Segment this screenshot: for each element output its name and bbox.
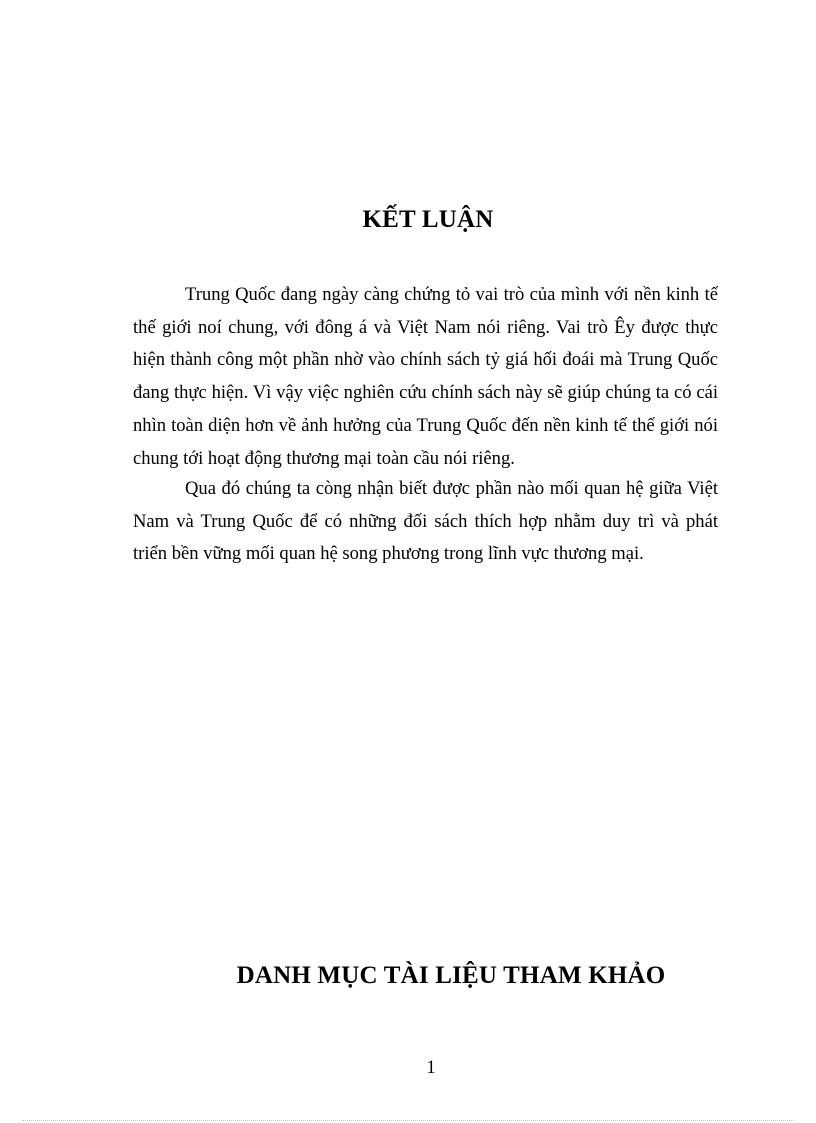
page-bottom-divider xyxy=(22,1120,794,1121)
paragraph-1: Trung Quốc đang ngày càng chứng tỏ vai trò của mình với nền kinh tế thế giới noí chung, với đông á và Việt Nam nói riêng. Vai trò Êy được thực hiện thành công một phần nhờ vào chính sách tỷ giá hối đoái mà Trung Quốc đang thực hiện. Vì vậy việc nghiên cứu chính sách này sẽ giúp chúng ta có cái nhìn toàn diện hơn về ảnh hưởng của Trung Quốc đến nền kinh tế thế giới nói chung tới hoạt động thương mại toàn cầu nói riêng. xyxy=(133,284,718,469)
paragraph-2: Qua đó chúng ta còng nhận biết được phần nào mối quan hệ giữa Việt Nam và Trung Quốc để có những đối sách thích hợp nhằm duy trì và phát triển bền vững mối quan hệ song phương trong lĩnh vực thương mại. xyxy=(133,478,718,565)
conclusion-heading: KẾT LUẬN xyxy=(362,206,494,233)
conclusion-body xyxy=(133,279,718,475)
references-heading: DANH MỤC TÀI LIỆU THAM KHẢO xyxy=(236,962,666,989)
conclusion-body-continued xyxy=(133,473,718,571)
page-number: 1 xyxy=(426,1057,436,1078)
